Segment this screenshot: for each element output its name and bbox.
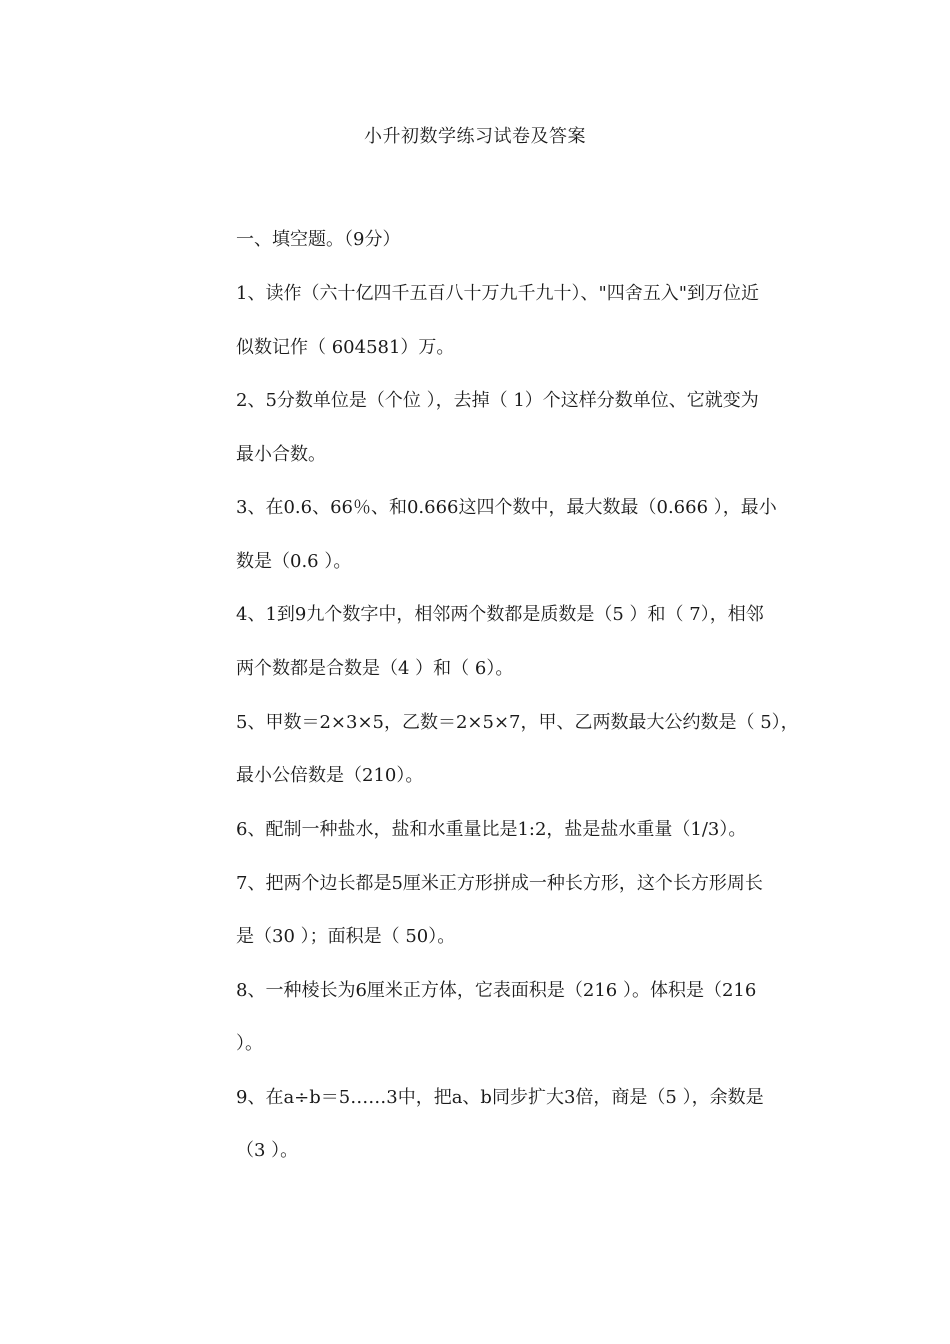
question-line: （3 ）。 (236, 1140, 299, 1161)
question-line: 5、甲数＝2×3×5，乙数＝2×5×7，甲、乙两数最大公约数是（ 5）， (236, 712, 799, 733)
question-line: 最小合数。 (236, 444, 326, 465)
section-heading: 一、填空题。（9分） (236, 229, 401, 250)
question-line: 数是（0.6 ）。 (236, 551, 352, 572)
question-line: 6、配制一种盐水，盐和水重量比是1:2，盐是盐水重量（1/3）。 (236, 819, 747, 840)
question-line: 似数记作（ 604581）万。 (236, 337, 455, 358)
question-line: 2、5分数单位是（个位 ），去掉（ 1）个这样分数单位、它就变为 (236, 390, 759, 411)
question-line: ）。 (236, 1033, 263, 1054)
question-line: 7、把两个边长都是5厘米正方形拼成一种长方形，这个长方形周长 (236, 873, 763, 894)
question-line: 4、1到9九个数字中，相邻两个数都是质数是（5 ）和（ 7），相邻 (236, 604, 764, 625)
document-title: 小升初数学练习试卷及答案 (364, 126, 586, 147)
question-line: 9、在a÷b＝5……3中，把a、b同步扩大3倍，商是（5 ），余数是 (236, 1087, 764, 1108)
question-line: 是（30 ）；面积是（ 50）。 (236, 926, 456, 947)
question-line: 1、读作（六十亿四千五百八十万九千九十）、"四舍五入"到万位近 (236, 283, 760, 304)
question-line: 8、一种棱长为6厘米正方体，它表面积是（216 ）。体积是（216 (236, 980, 757, 1001)
question-line: 两个数都是合数是（4 ）和（ 6）。 (236, 658, 514, 679)
question-line: 3、在0.6、66％、和0.666这四个数中，最大数最（0.666 ），最小 (236, 497, 777, 518)
question-line: 最小公倍数是（210）。 (236, 765, 424, 786)
